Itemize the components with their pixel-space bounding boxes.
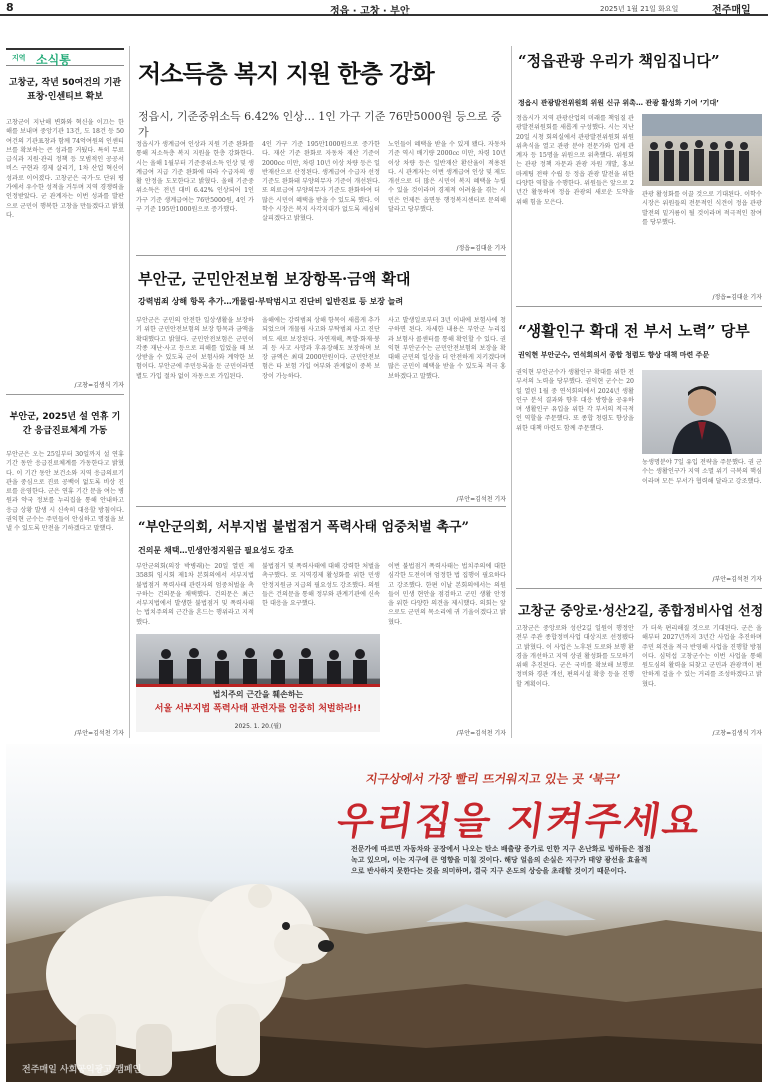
second-body-col1: 부안군은 군민의 안전한 일상생활을 보장하기 위한 군민안전보험의 보장 항목과 금액을 확대했다고 밝혔다. 군민안전보험은 군민이 각종 재난·사고 등으로 피해를 입었을 때 보상받을 수 있도록 군이 보험사와 계약한 보험이다. 부안군에 주민등록을 둔 군민이라면 별도 가입 절차 없이 자동으로 가입된다. <box>136 317 254 380</box>
sidebar-body-2: 부안군은 오는 25일부터 30일까지 설 연휴 기간 동안 응급진료체계를 가동한다고 밝혔다. 이 기간 동안 보건소와 지역 응급의료기관을 중심으로 진료 공백이 없도록 비상 진료를 운영한다. 군은 연휴 기간 문을 여는 병원과 약국 정보를 누리집을 통해 안내하고 응급 상황 발생 시 신속히 대응할 방침이다. 권익현 군수는 주민들이 안심하고 명절을 보낼 수 있도록 만전을 기하겠다고 말했다. <box>6 451 124 533</box>
right-bottom-byline: /고창=김생식 기자 <box>712 730 762 737</box>
sidebar-headline-2: 부안군, 2025년 설 연휴 기간 응급진료체계 가동 <box>9 412 121 436</box>
right-mid-subhead: 권익현 부안군수, 연석회의서 종합 청렴도 향상 대책 마련 주문 <box>518 351 710 359</box>
right-top-subhead: 정읍시 관광발전위원회 위원 신규 위촉… 관광 활성화 기여 ‘기대’ <box>518 99 719 107</box>
column-divider <box>129 46 130 738</box>
main-subhead: 정읍시, 기준중위소득 6.42% 인상… 1인 가구 기준 76만5000원 등으로 증가 <box>138 110 502 139</box>
governor-portrait <box>642 370 762 454</box>
main-body-col2: 4인 가구 기준 195만1000원으로 증가한다. 재산 기준 완화로 자동차 재산 기준이 2000cc 미만, 차령 10년 이상 차량 등은 일반재산으로 산정된다. 생계급여 수급자 선정 기준도 완화돼 부양의무자 기준이 개선된다. 또 의료급여 부양의무자 기준도 완화하여 더 많은 시민이 혜택을 받을 수 있도록 했다. 이학수 시장은 복지 사각지대가 없도록 세심히 살피겠다고 밝혔다. <box>262 141 380 223</box>
section-title: 정읍 · 고창 · 부안 <box>330 6 410 17</box>
third-subhead: 건의문 채택…민생안정지원금 필요성도 강조 <box>138 546 294 555</box>
right-mid-byline: /부안=김석천 기자 <box>712 576 762 583</box>
second-subhead: 강력범죄 상해 항목 추가…개물림·부탁범시고 진단비 일반진료 등 보장 늘려 <box>138 297 404 306</box>
divider <box>516 306 762 307</box>
sidebar-tag-title: 소식통 <box>36 53 71 67</box>
page-header <box>0 0 768 16</box>
ad-title: 우리집을 지켜주세요 <box>334 799 705 843</box>
banner-small-text: 법치주의 근간을 훼손하는 <box>212 690 304 699</box>
sidebar-tag <box>6 48 124 66</box>
main-byline: /정읍=김대윤 기자 <box>456 245 506 252</box>
divider <box>136 255 506 256</box>
third-byline: /부안=김석천 기자 <box>456 730 506 737</box>
main-headline: 저소득층 복지 지원 한층 강화 <box>138 60 434 88</box>
page-number: 8 <box>6 1 14 14</box>
sidebar-byline-2: /부안=김석천 기자 <box>74 730 124 737</box>
committee-photo <box>642 114 762 186</box>
banner-date: 2025. 1. 20.(월) <box>234 723 282 730</box>
right-mid-body-col1: 권익현 부안군수가 생활인구 확대를 위한 전 부서의 노력을 당부했다. 권익현 군수는 20일 열린 1월 중 연석회의에서 2024년 생활인구 분석 결과와 향후 대응 방향을 공유하며 생활인구 유입을 위한 각 부서의 적극적인 역할을 주문했다. 또 종합 청렴도 향상을 위한 대책 마련도 함께 주문했다. <box>516 369 634 432</box>
third-body-col1: 부안군의회(의장 박병래)는 20일 열린 제358회 임시회 제1차 본회의에서 서부지법 불법점거 폭력사태 관련자의 엄중처벌을 촉구하는 건의문을 채택했다. 건의문은 최근 서부지법에서 발생한 불법점거 및 폭력사태는 법치주의의 근간을 흔드는 행위라고 지적했다. <box>136 563 254 626</box>
right-bottom-headline: 고창군 중앙로·성산2길, 종합정비사업 선정 <box>518 604 764 619</box>
right-mid-headline: “생활인구 확대 전 부서 노력” 당부 <box>518 322 750 340</box>
ad-tagline: 지구상에서 가장 빨리 뜨거워지고 있는 곳 ‘북극’ <box>364 772 622 786</box>
right-mid-body-col2: 농생명분야 7일 유입 전략을 주문했다. 권 군수는 생활인구가 지역 소멸 위기 극복의 핵심이라며 모든 부서가 협력해 달라고 강조했다. <box>642 459 762 485</box>
portrait-figure <box>642 370 762 454</box>
right-bottom-body-col1: 고창군은 중앙로와 성산2길 일원이 행정안전부 주관 종합정비사업 대상지로 선정됐다고 밝혔다. 이 사업은 노후된 도로와 보행 환경을 개선하고 지역 상권 활성화를 도모하기 위해 추진된다. 군은 국비를 확보해 보행로 정비와 경관 개선, 편의시설 확충 등을 진행할 계획이다. <box>516 625 634 688</box>
divider <box>6 394 124 395</box>
column-divider <box>511 46 512 738</box>
divider <box>516 588 762 589</box>
public-service-ad <box>6 744 762 1082</box>
second-byline: /부안=김석천 기자 <box>456 496 506 503</box>
right-top-body-col1: 정읍시가 지역 관광산업의 미래를 책임질 관광발전위원회를 새롭게 구성했다. 시는 지난 20일 시청 회의실에서 관광발전위원회 위원 위촉식을 열고 관광 분야 전문가와 업계 관계자 등 15명을 위원으로 위촉했다. 위원회는 관광 정책 자문과 관광 자원 개발, 홍보 마케팅 전략 수립 등 정읍 관광 발전을 위한 다양한 역할을 수행한다. 위원들은 앞으로 2년간 활동하며 정읍 관광의 새로운 도약을 위해 힘을 모은다. <box>516 115 634 206</box>
divider <box>136 506 506 507</box>
right-top-body-col2: 관광 활성화를 이끌 것으로 기대된다. 이학수 시장은 위원들의 전문적인 식견이 정읍 관광 발전의 밑거름이 될 것이라며 적극적인 참여를 당부했다. <box>642 191 762 226</box>
right-top-headline: “정읍관광 우리가 책임집니다” <box>518 52 720 70</box>
second-body-col3: 사고 발생일로부터 3년 이내에 보험사에 청구하면 된다. 자세한 내용은 부안군 누리집과 보험사 콜센터를 통해 확인할 수 있다. 권익현 부안군수는 군민안전보험의 보장을 확대해 군민의 일상을 더 안전하게 지키겠다며 많은 군민이 혜택을 받을 수 있도록 적극 홍보하겠다고 말했다. <box>388 317 506 380</box>
issue-date: 2025년 1월 21일 화요일 <box>600 5 679 13</box>
ad-copy: 전문가에 따르면 자동차와 공장에서 나오는 탄소 배출량 증가로 인한 지구 온난화로 빙하들은 점점 녹고 있으며, 이는 지구에 큰 영향을 미칠 것이다. 해당 얼음의 손실은 지구가 태양 광선을 효율적으로 반사하지 못한다는 것을 의미하며, 결국 지구 온도의 상승을 초래할 것이기 때문이다. <box>351 845 651 875</box>
newspaper-brand: 전주매일 <box>712 5 751 16</box>
third-headline: “부안군의회, 서부지법 불법점거 폭력사태 엄중처벌 촉구” <box>138 520 469 535</box>
sidebar-headline-1: 고창군, 작년 50여건의 기관표창·인센티브 확보 <box>8 78 122 102</box>
second-body-col2: 올해에는 강력범죄 상해 항목이 새롭게 추가되었으며 개물림 사고와 부탁범죄 사고 진단비도 새로 보장된다. 자연재해, 폭발·화재·붕괴 등 사고 사망과 후유장해도 보장하며 보장 금액은 최대 2000만원이다. 군민안전보험은 타 보험 가입 여부와 관계없이 중복 보장이 가능하다. <box>262 317 380 380</box>
protest-banner <box>136 684 380 732</box>
main-body-col1: 정읍시가 생계급여 인상과 지원 기준 완화를 통해 저소득층 복지 지원을 한층 강화한다. 시는 올해 1월부터 기준중위소득 인상 및 생계급여 지급 기준 완화에 따라 수급자의 생활 안정을 도모한다고 밝혔다. 올해 기준중위소득은 전년 대비 6.42% 인상되어 1인 가구 기준 생계급여는 76만5000원, 4인 가구 기준 195만1000원으로 증가했다. <box>136 141 254 214</box>
right-bottom-body-col2: 가 더욱 편리해질 것으로 기대된다. 군은 올해부터 2027년까지 3년간 사업을 추진하며 주민 의견을 적극 반영해 사업을 진행할 방침이다. 심덕섭 고창군수는 이번 사업을 통해 원도심의 활력을 되찾고 군민과 관광객이 편안하게 걸을 수 있는 거리를 조성하겠다고 밝혔다. <box>642 625 762 688</box>
third-body-col3: 이번 불법점거 폭력사태는 법치주의에 대한 심각한 도전이며 엄정한 법 집행이 필요하다고 강조했다. 한편 이날 본회의에서는 의원들이 민생 현안을 점검하고 군민 생활 안정을 위한 다양한 의견을 제시했다. 의회는 앞으로도 군민의 목소리에 귀 기울이겠다고 밝혔다. <box>388 563 506 626</box>
ad-footer: 전주매일 사회공익광고 캠페인 <box>22 1065 142 1075</box>
right-top-byline: /정읍=김대윤 기자 <box>712 294 762 301</box>
main-body-col3: 노인들이 혜택을 받을 수 있게 됐다. 자동차 기준 역시 배기량 2000cc 미만, 차령 10년 이상 차량 등은 일반재산 환산율이 적용된다. 시 관계자는 이번 생계급여 인상 및 제도 개선으로 더 많은 시민이 복지 혜택을 누릴 수 있을 것이라며 경제적 어려움을 겪는 시민은 언제든 읍면동 행정복지센터로 문의해 달라고 당부했다. <box>388 141 506 214</box>
sidebar-body-1: 고창군이 지난해 변화와 혁신을 이끄는 한 해를 보내며 중앙기관 13건, 도 18건 등 50여건의 기관표창과 함께 74억여원의 인센티브를 확보하는 큰 성과를 거뒀다. 특히 무료급식과 지원·관리 정책 등 모범적인 공공서비스 구현과 경제 살리기, 1차 산업 혁신이 성과로 이어졌다. 고창군은 국가·도 단위 평가에서 우수한 성적을 거두며 지역 경쟁력을 인정받았다. 군 관계자는 이번 성과를 발판으로 군민이 행복한 고창을 만들겠다고 밝혔다. <box>6 119 124 219</box>
second-headline: 부안군, 군민안전보험 보장항목·금액 확대 <box>138 270 411 288</box>
third-body-col2: 불법점거 및 폭력사태에 대해 강력한 처벌을 촉구했다. 또 지역경제 활성화를 위한 민생안정지원금 지급의 필요성도 강조했다. 의원들은 건의문을 통해 정부와 관계기관에 신속한 대응을 요구했다. <box>262 563 380 608</box>
polar-bear-illustration <box>16 784 346 1082</box>
sidebar-tag-label: 지역 <box>12 54 26 62</box>
banner-large-text: 서울 서부지법 폭력사태 관련자를 엄중히 처벌하라!! <box>154 704 362 714</box>
sidebar-byline-1: /고창=김생식 기자 <box>74 382 124 389</box>
council-group-photo <box>136 634 380 732</box>
committee-silhouettes <box>642 114 762 186</box>
